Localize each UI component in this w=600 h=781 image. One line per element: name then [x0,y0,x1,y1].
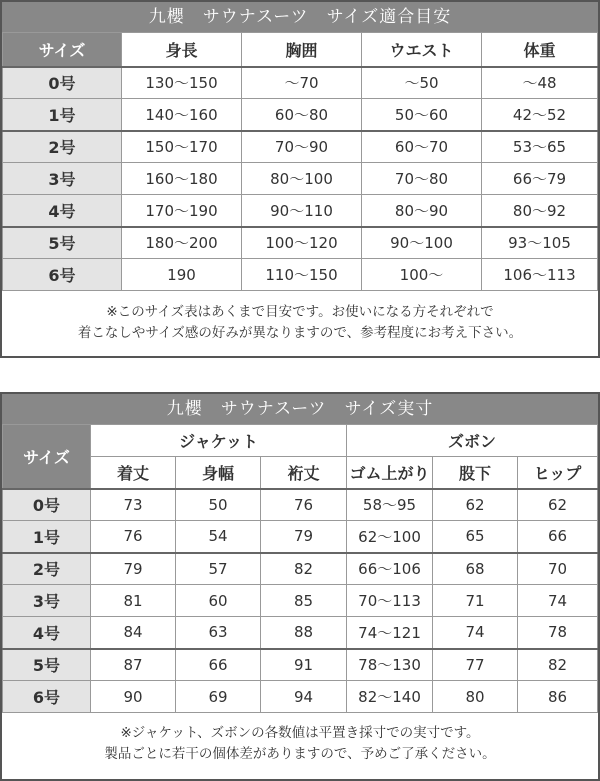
size-guide-header-row [3,33,598,67]
table-row [3,489,598,521]
table-cell: 69 [176,681,261,713]
table-cell: 100〜120 [242,227,362,259]
header-length: 着丈 [91,457,176,489]
table-cell: 76 [91,521,176,553]
table-cell: 70〜113 [347,585,433,617]
table-cell: 63 [176,617,261,649]
table-cell: 100〜 [362,259,482,291]
table-cell: 54 [176,521,261,553]
table-row [3,259,598,291]
table-cell: 82 [518,649,598,681]
header-jacket: ジャケット [91,425,347,457]
header-inseam: 股下 [433,457,518,489]
header-hip: ヒップ [518,457,598,489]
row-size-label: 4号 [3,617,91,649]
row-size-label: 2号 [3,131,122,163]
header-pants: ズボン [347,425,598,457]
note-line: 着こなしやサイズ感の好みが異なりますので、参考程度にお考え下さい。 [77,325,523,341]
table-cell: 160〜180 [122,163,242,195]
table-cell: 90 [91,681,176,713]
table-cell: 106〜113 [482,259,598,291]
table-cell: 85 [261,585,347,617]
table-cell: 〜50 [362,67,482,99]
actual-size-title: 九櫻 サウナスーツ サイズ実寸 [2,394,598,424]
table-cell: 93〜105 [482,227,598,259]
table-cell: 91 [261,649,347,681]
table-cell: 140〜160 [122,99,242,131]
table-cell: 68 [433,553,518,585]
table-cell: 78 [518,617,598,649]
table-cell: 130〜150 [122,67,242,99]
table-cell: 150〜170 [122,131,242,163]
row-size-label: 0号 [3,489,91,521]
table-cell: 87 [91,649,176,681]
table-cell: 66 [176,649,261,681]
row-size-label: 3号 [3,585,91,617]
note-line: ※このサイズ表はあくまで目安です。お使いになる方それぞれで [106,304,494,320]
actual-size-note [2,713,598,765]
header-waist: ウエスト [362,33,482,67]
table-cell: 〜70 [242,67,362,99]
table-cell: 70〜90 [242,131,362,163]
table-row [3,195,598,227]
table-cell: 62 [433,489,518,521]
header-height: 身長 [122,33,242,67]
table-cell: 57 [176,553,261,585]
header-body-width: 身幅 [176,457,261,489]
note-line: 製品ごとに若干の個体差がありますので、予めご了承ください。 [104,746,496,762]
table-cell: 80 [433,681,518,713]
table-cell: 78〜130 [347,649,433,681]
sub-header-row [3,457,598,489]
row-size-label: 6号 [3,259,122,291]
row-size-label: 2号 [3,553,91,585]
table-row [3,617,598,649]
table-cell: 50 [176,489,261,521]
header-size: サイズ [3,33,122,67]
row-size-label: 5号 [3,649,91,681]
table-cell: 74〜121 [347,617,433,649]
size-guide-note [2,291,598,344]
table-cell: 73 [91,489,176,521]
table-cell: 66 [518,521,598,553]
table-cell: 60 [176,585,261,617]
table-cell: 74 [518,585,598,617]
table-cell: 42〜52 [482,99,598,131]
table-cell: 80〜90 [362,195,482,227]
size-guide-grid [2,32,598,291]
row-size-label: 5号 [3,227,122,259]
table-cell: 77 [433,649,518,681]
table-cell: 79 [91,553,176,585]
table-cell: 60〜70 [362,131,482,163]
table-row [3,99,598,131]
table-cell: 79 [261,521,347,553]
table-cell: 〜48 [482,67,598,99]
table-cell: 58〜95 [347,489,433,521]
table-cell: 82 [261,553,347,585]
row-size-label: 0号 [3,67,122,99]
row-size-label: 4号 [3,195,122,227]
table-cell: 65 [433,521,518,553]
table-cell: 94 [261,681,347,713]
row-size-label: 3号 [3,163,122,195]
table-cell: 70 [518,553,598,585]
header-waist-elastic: ゴム上がり [347,457,433,489]
table-cell: 88 [261,617,347,649]
table-cell: 50〜60 [362,99,482,131]
size-guide-table [0,0,600,358]
table-row [3,553,598,585]
actual-size-table [0,392,600,781]
table-cell: 90〜110 [242,195,362,227]
table-cell: 82〜140 [347,681,433,713]
row-size-label: 6号 [3,681,91,713]
table-cell: 66〜79 [482,163,598,195]
table-cell: 80〜100 [242,163,362,195]
header-chest: 胸囲 [242,33,362,67]
table-cell: 86 [518,681,598,713]
table-cell: 80〜92 [482,195,598,227]
table-row [3,649,598,681]
table-cell: 110〜150 [242,259,362,291]
actual-size-grid [2,424,598,713]
table-row [3,585,598,617]
table-cell: 62 [518,489,598,521]
table-cell: 170〜190 [122,195,242,227]
header-sleeve: 裄丈 [261,457,347,489]
group-header-row [3,425,598,457]
table-cell: 190 [122,259,242,291]
table-cell: 62〜100 [347,521,433,553]
table-row [3,227,598,259]
table-cell: 81 [91,585,176,617]
table-row [3,67,598,99]
header-weight: 体重 [482,33,598,67]
table-cell: 180〜200 [122,227,242,259]
table-cell: 60〜80 [242,99,362,131]
table-cell: 66〜106 [347,553,433,585]
table-row [3,681,598,713]
table-row [3,521,598,553]
table-row [3,163,598,195]
table-row [3,131,598,163]
table-cell: 53〜65 [482,131,598,163]
table-cell: 74 [433,617,518,649]
table-cell: 71 [433,585,518,617]
note-line: ※ジャケット、ズボンの各数値は平置き採寸での実寸です。 [120,725,480,741]
table-cell: 84 [91,617,176,649]
table-cell: 76 [261,489,347,521]
row-size-label: 1号 [3,521,91,553]
table-cell: 70〜80 [362,163,482,195]
header-size: サイズ [3,425,91,489]
row-size-label: 1号 [3,99,122,131]
table-cell: 90〜100 [362,227,482,259]
size-guide-title: 九櫻 サウナスーツ サイズ適合目安 [2,2,598,32]
